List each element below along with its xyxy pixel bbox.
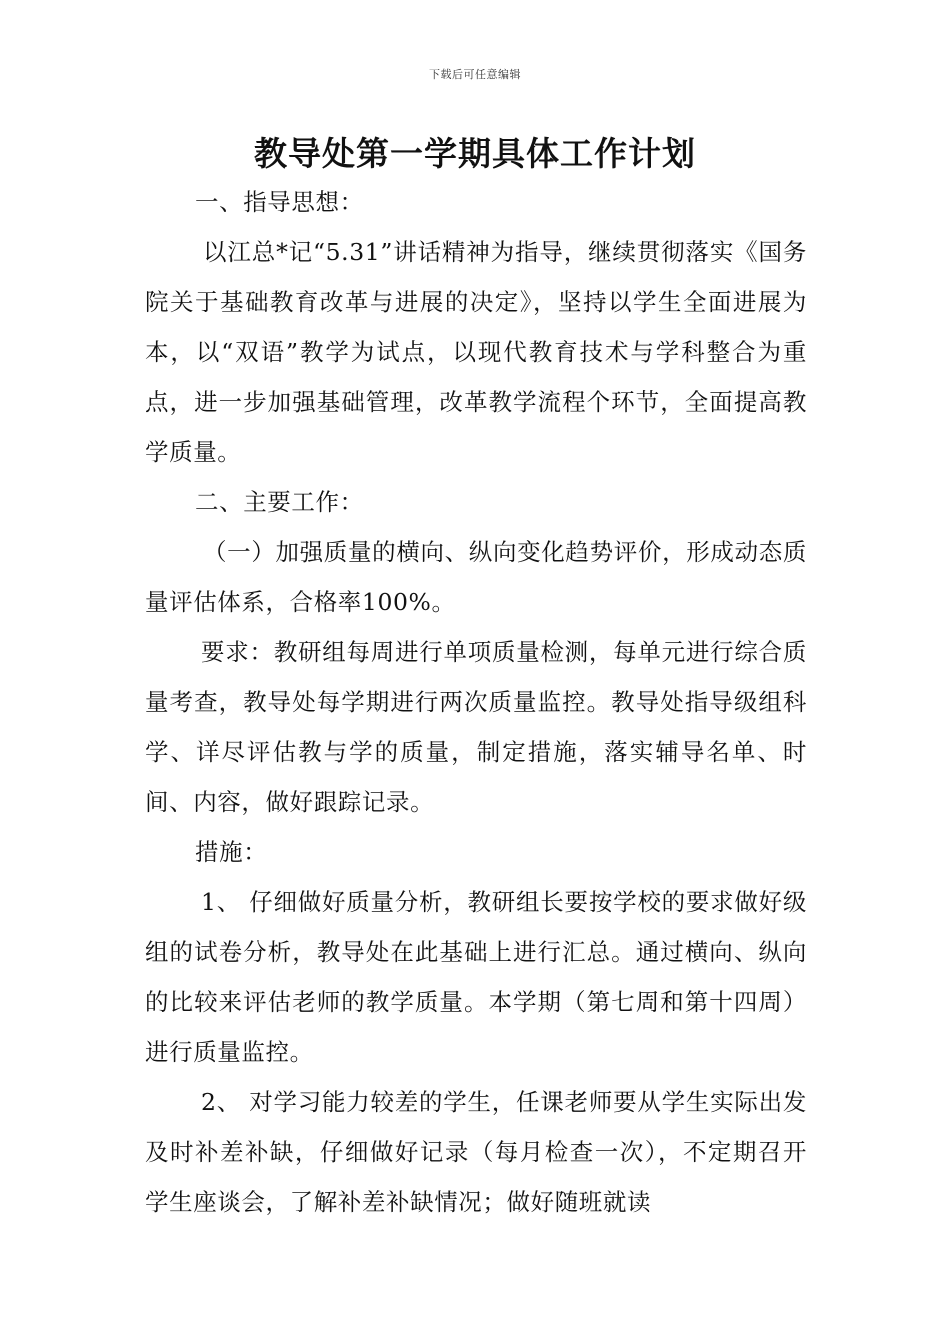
document-title: 教导处第一学期具体工作计划 xyxy=(254,134,696,173)
section-heading-guiding-ideology: 一、指导思想： xyxy=(195,188,364,216)
paragraph-guiding-ideology: 以江总*记“5.31”讲话精神为指导，继续贯彻落实《国务院关于基础教育改革与进展的决定》，坚持以学生全面进展为本，以“双语”教学为试点，以现代教育技术与学科整合为重点，进一步加强基础管理，改革教学流程个环节，全面提高教学质量。 xyxy=(145,238,807,466)
paragraph-quality-evaluation: （一）加强质量的横向、纵向变化趋势评价，形成动态质量评估体系，合格率100%。 xyxy=(145,538,807,616)
section-heading-main-work: 二、主要工作： xyxy=(195,488,364,516)
paragraph-measure-1: 1、 仔细做好质量分析，教研组长要按学校的要求做好级组的试卷分析，教导处在此基础上进行汇总。通过横向、纵向的比较来评估老师的教学质量。本学期（第七周和第十四周）进行质量监控。 xyxy=(145,888,807,1066)
paragraph-measure-2: 2、 对学习能力较差的学生，任课老师要从学生实际出发及时补差补缺，仔细做好记录（每月检查一次），不定期召开学生座谈会，了解补差补缺情况；做好随班就读 xyxy=(145,1088,807,1216)
document-body xyxy=(145,177,807,1227)
section-heading-measures: 措施： xyxy=(195,838,268,866)
header-note: 下载后可任意编辑 xyxy=(429,68,521,81)
paragraph-requirements: 要求：教研组每周进行单项质量检测，每单元进行综合质量考查，教导处每学期进行两次质量监控。教导处指导级组科学、详尽评估教与学的质量，制定措施，落实辅导名单、时间、内容，做好跟踪记录。 xyxy=(145,638,807,816)
